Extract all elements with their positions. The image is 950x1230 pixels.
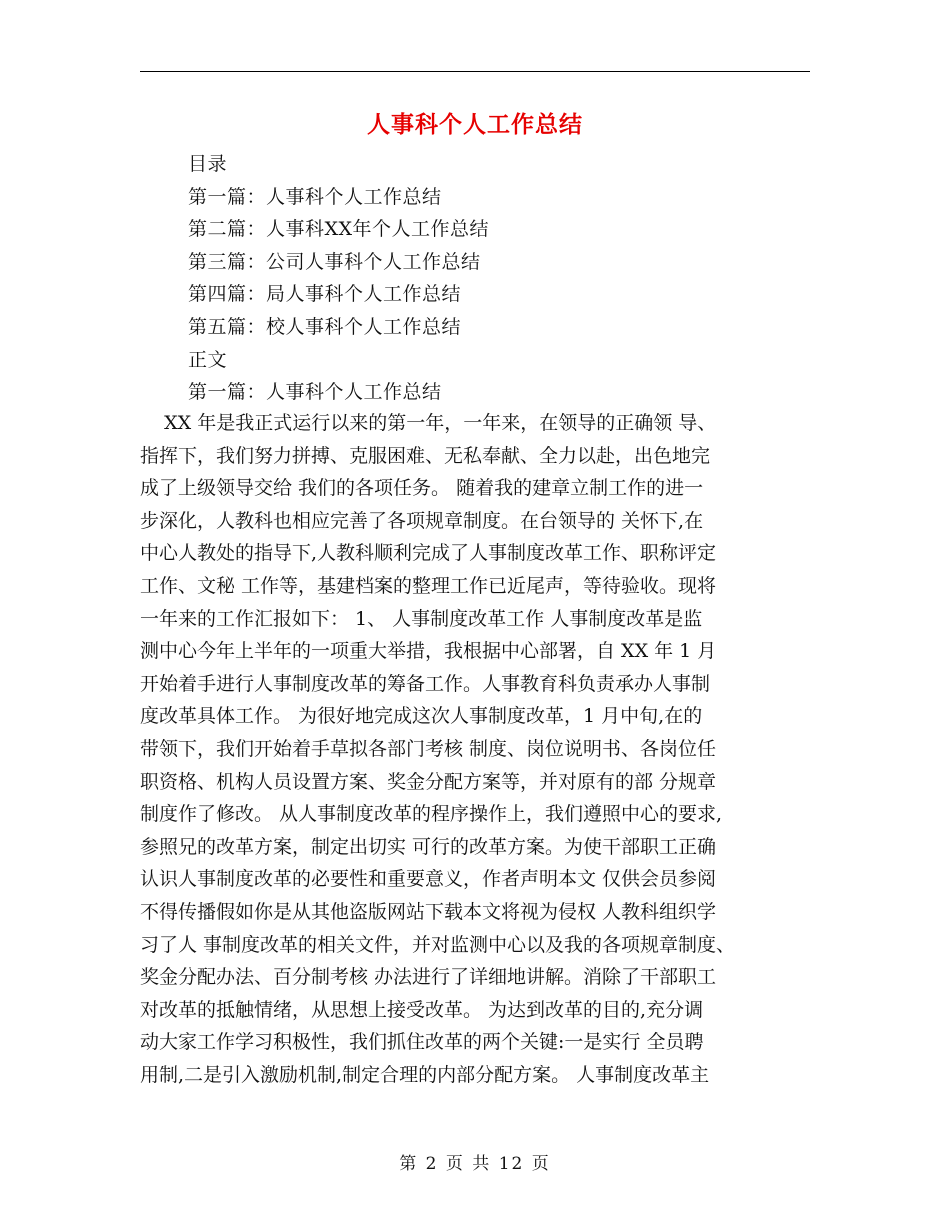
toc-line: 正文: [188, 348, 228, 371]
body-line: 指挥下，我们努力拼搏、克服困难、无私奉献、全力以赴，出色地完: [140, 444, 711, 467]
body-paragraph: [140, 407, 812, 1091]
body-line: 步深化，人教科也相应完善了各项规章制度。在台领导的 关怀下,在: [140, 509, 704, 532]
body-line: 工作、文秘 工作等，基建档案的整理工作已近尾声，等待验收。现将: [140, 574, 717, 597]
body-line: 测中心今年上半年的一项重大举措，我根据中心部署，自 XX 年 1 月: [140, 640, 717, 663]
page-number-footer: 第 2 页 共 12 页: [399, 1154, 551, 1174]
toc-line: 第一篇：人事科个人工作总结: [188, 185, 442, 208]
table-of-contents: [188, 148, 808, 409]
body-line: 职资格、机构人员设置方案、奖金分配方案等，并对原有的部 分规章: [140, 770, 717, 793]
body-line: 带领下，我们开始着手草拟各部门考核 制度、岗位说明书、各岗位任: [140, 737, 717, 760]
body-line: 度改革具体工作。 为很好地完成这次人事制度改革，1 月中旬,在的: [140, 705, 703, 728]
body-line: 动大家工作学习积极性，我们抓住改革的两个关键:一是实行 全员聘: [140, 1031, 704, 1054]
body-line: 开始着手进行人事制度改革的筹备工作。人事教育科负责承办人事制: [140, 672, 711, 695]
body-line: 用制,二是引入激励机制,制定合理的内部分配方案。 人事制度改革主: [140, 1063, 710, 1086]
body-line: 成了上级领导交给 我们的各项任务。 随着我的建章立制工作的进一: [140, 477, 704, 500]
toc-line: 第五篇：校人事科个人工作总结: [188, 315, 462, 338]
body-line: 习了人 事制度改革的相关文件，并对监测中心以及我的各项规章制度、: [140, 933, 736, 956]
body-line: 不得传播假如你是从其他盗版网站下载本文将视为侵权 人教科组织学: [140, 900, 717, 923]
body-line: 奖金分配办法、百分制考核 办法进行了详细地讲解。消除了干部职工: [140, 966, 717, 989]
body-line: 对改革的抵触情绪，从思想上接受改革。 为达到改革的目的,充分调: [140, 998, 704, 1021]
toc-line: 第一篇：人事科个人工作总结: [188, 381, 442, 404]
toc-line: 第二篇：人事科XX年个人工作总结: [188, 218, 490, 241]
toc-line: 第四篇：局人事科个人工作总结: [188, 283, 462, 306]
body-line: 认识人事制度改革的必要性和重要意义，作者声明本文 仅供会员参阅: [140, 868, 717, 891]
body-line: 制度作了修改。 从人事制度改革的程序操作上，我们遵照中心的要求,: [140, 803, 723, 826]
body-line: 参照兄的改革方案，制定出切实 可行的改革方案。为使干部职工正确: [140, 835, 717, 858]
document-title: 人事科个人工作总结: [367, 111, 583, 138]
body-line: XX 年是我正式运行以来的第一年，一年来，在领导的正确领 导、: [140, 412, 717, 434]
body-line: 中心人教处的指导下,人教科顺利完成了人事制度改革工作、职称评定: [140, 542, 717, 565]
toc-line: 目录: [188, 153, 228, 175]
toc-line: 第三篇：公司人事科个人工作总结: [188, 250, 481, 273]
body-line: 一年来的工作汇报如下： 1、 人事制度改革工作 人事制度改革是监: [140, 607, 703, 630]
header-rule: [140, 71, 810, 72]
